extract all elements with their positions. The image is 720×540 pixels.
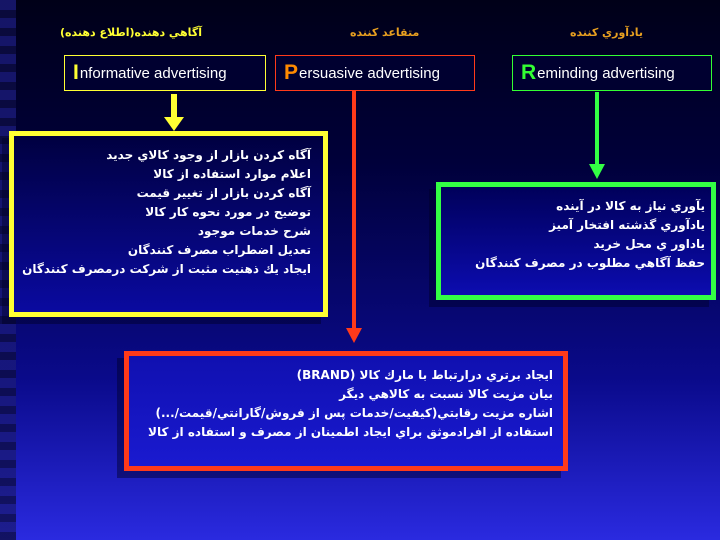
informative-title-text: nformative advertising bbox=[79, 64, 227, 82]
reminding-title-text: eminding advertising bbox=[537, 64, 675, 82]
persuasive-content-box bbox=[124, 351, 568, 471]
informative-item: شرح خدمات موجود bbox=[197, 224, 311, 238]
persuasive-arrow-icon bbox=[344, 90, 364, 344]
reminding-subtitle: يادآوري كننده bbox=[570, 26, 643, 39]
reminding-item: يادآوري گذشته افتخار آميز bbox=[549, 218, 705, 232]
informative-item: آگاه كردن بازار از تغيير قيمت bbox=[136, 186, 311, 200]
reminding-item: يآوري نياز به كالا در آينده bbox=[556, 199, 705, 213]
informative-arrow-icon bbox=[164, 94, 184, 132]
informative-item: تعديل اضطراب مصرف كنندگان bbox=[127, 243, 311, 257]
informative-title-initial: I bbox=[73, 61, 79, 84]
persuasive-item: اشاره مزيت رقابتي(كيفيت/خدمات پس از فروش/گارانتي/قيمت/...) bbox=[155, 406, 553, 420]
persuasive-title-initial: P bbox=[284, 61, 299, 84]
persuasive-item: ايجاد برتري درارتباط با مارك كالا (BRAND) bbox=[296, 368, 553, 382]
informative-content-box bbox=[9, 131, 328, 317]
reminding-arrow-icon bbox=[587, 92, 607, 180]
persuasive-subtitle: متقاعد كننده bbox=[350, 26, 420, 39]
informative-title-box bbox=[64, 55, 266, 91]
persuasive-title-text: ersuasive advertising bbox=[299, 64, 440, 82]
informative-item: اعلام موارد استفاده از كالا bbox=[153, 167, 311, 181]
reminding-title-initial: R bbox=[521, 61, 537, 84]
reminding-content-box bbox=[436, 182, 716, 300]
informative-item: توضيح در مورد نحوه كار كالا bbox=[145, 205, 311, 219]
informative-subtitle: آگاهي دهنده(اطلاع دهنده) bbox=[60, 26, 202, 39]
informative-item: ايجاد يك ذهنيت مثبت از شركت درمصرف كنندگان bbox=[22, 262, 311, 276]
reminding-item: ياداور ي محل خريد bbox=[593, 237, 705, 251]
persuasive-item: استفاده از افرادموثق براي ايجاد اطمينان از مصرف و استفاده از كالا bbox=[148, 425, 553, 439]
reminding-title-box bbox=[512, 55, 712, 91]
persuasive-item: بيان مزيت كالا نسبت به كالاهي ديگر bbox=[339, 387, 553, 401]
reminding-item: حفظ آگاهي مطلوب در مصرف كنندگان bbox=[475, 256, 705, 270]
informative-item: آگاه كردن بازار از وجود كالاي جديد bbox=[106, 148, 311, 162]
persuasive-title-box bbox=[275, 55, 475, 91]
